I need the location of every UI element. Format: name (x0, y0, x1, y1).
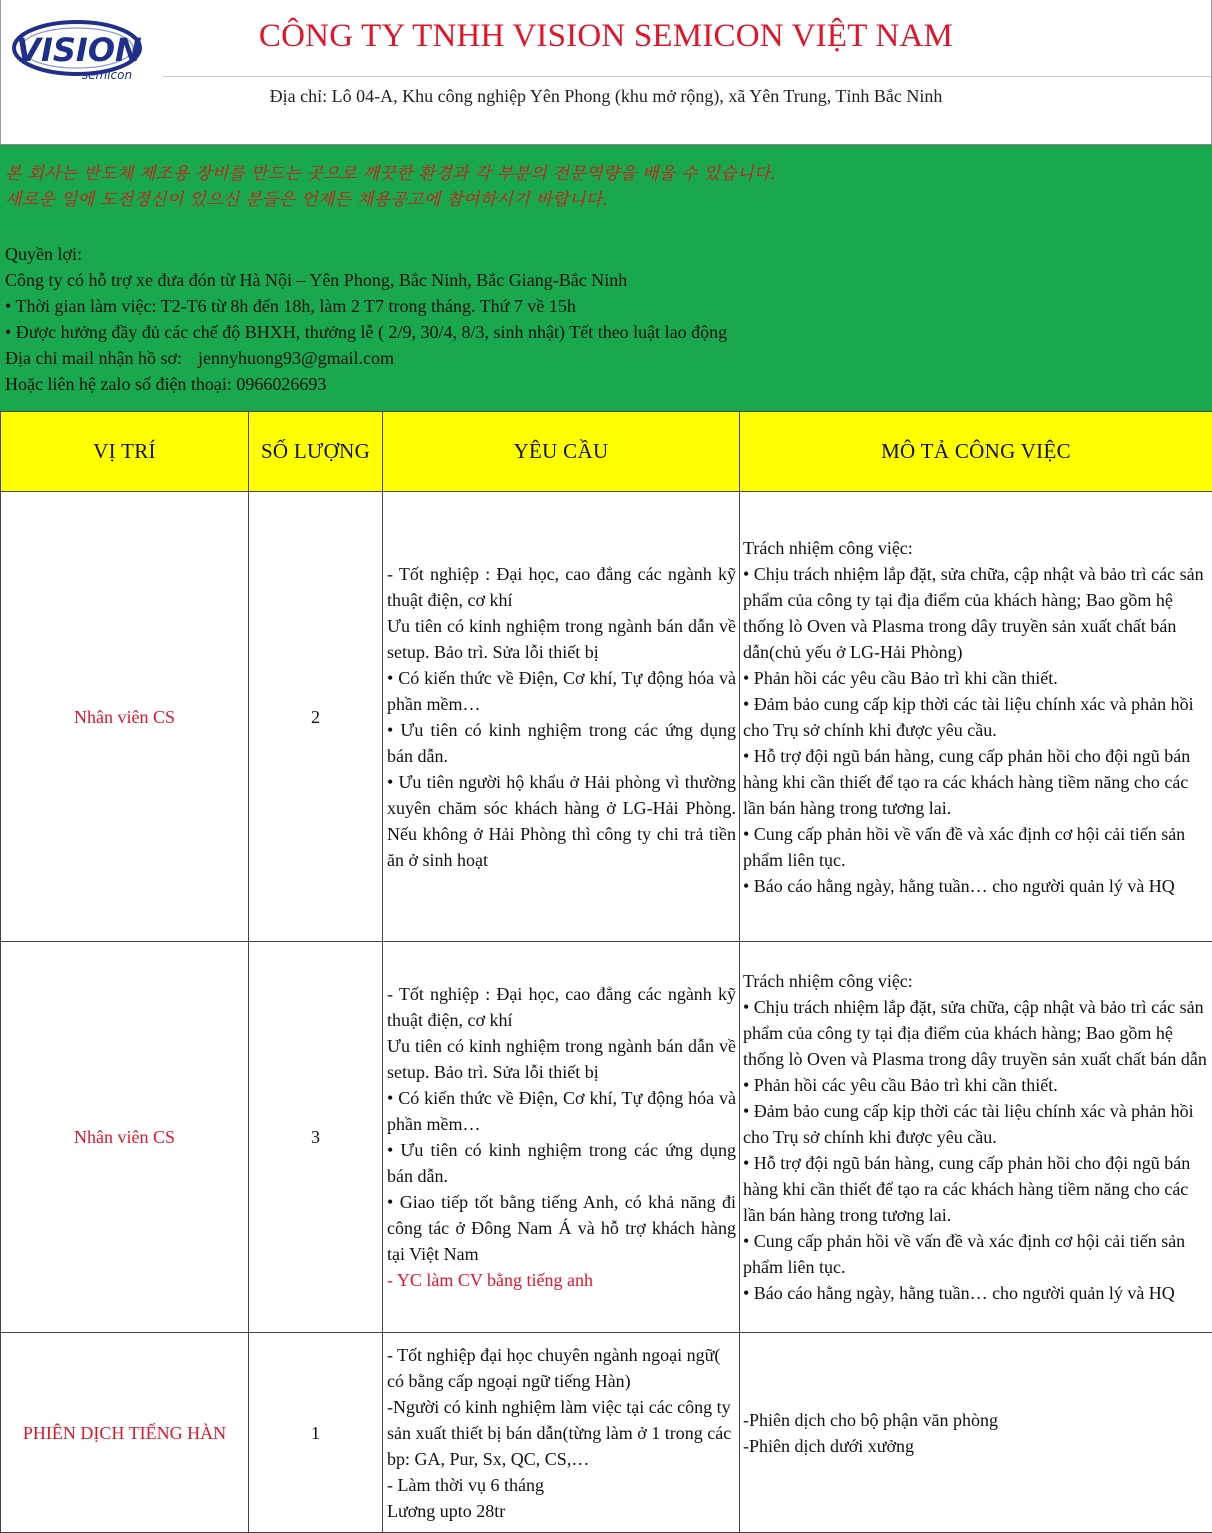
description-item: • Phản hồi các yêu cầu Bảo trì khi cần thiết. (743, 667, 1058, 688)
requirement-item: -Người có kinh nghiệm làm việc tại các công ty sản xuất thiết bị bán dẫn(từng làm ở 1 trong các bp: GA, Pur, Sx, QC, CS,… (387, 1396, 732, 1469)
description-item: • Báo cáo hằng ngày, hằng tuần… cho người quản lý và HQ (743, 1283, 1175, 1303)
requirements-cell (383, 492, 740, 942)
contact-line: Hoặc liên hệ zalo số điện thoại: 0966026693 (5, 374, 327, 394)
benefits-title: Quyền lợi: (5, 244, 83, 264)
description-item: • Hỗ trợ đội ngũ bán hàng, cung cấp phản hồi cho đội ngũ bán hàng khi cần thiết để tạo ra các khách hàng tiềm năng cho các lần bán hàng trong tương lai. (743, 1153, 1191, 1225)
position-cell: Nhân viên CS (1, 942, 249, 1333)
logo-text: VISION (16, 31, 142, 69)
requirements-cell (383, 942, 740, 1333)
description-item: • Đảm bảo cung cấp kịp thời các tài liệu chính xác và phản hồi cho Trụ sở chính khi được yêu cầu. (743, 693, 1194, 740)
requirement-item: - Tốt nghiệp đại học chuyên ngành ngoại ngữ( có bằng cấp ngoại ngữ tiếng Hàn) (387, 1344, 721, 1391)
description-item: • Phản hồi các yêu cầu Bảo trì khi cần thiết. (743, 1075, 1058, 1095)
header-quantity: SỐ LƯỢNG (249, 412, 383, 492)
requirement-item: • Có kiến thức về Điện, Cơ khí, Tự động hóa và phần mềm… (387, 667, 736, 714)
requirement-item: Ưu tiên có kinh nghiệm trong ngành bán dẫn về setup. Bảo trì. Sửa lỗi thiết bị (387, 615, 736, 662)
description-item: • Cung cấp phản hồi về vấn đề và xác định cơ hội cải tiến sản phẩm liên tục. (743, 1231, 1186, 1277)
korean-intro (5, 161, 1206, 213)
requirement-item: • Ưu tiên người hộ khẩu ở Hải phòng vì thường xuyên chăm sóc khách hàng ở LG-Hải Phòng. Nếu không ở Hải Phòng thì công ty chi trả tiền ăn ở sinh hoạt (387, 771, 736, 870)
header-description: MÔ TẢ CÔNG VIỆC (740, 412, 1212, 492)
description-cell (740, 942, 1212, 1333)
company-name (1, 18, 1211, 55)
company-name-text: CÔNG TY TNHH VISION SEMICON VIỆT NAM (258, 18, 954, 54)
table-header-row (1, 412, 1212, 492)
requirement-item: Ưu tiên có kinh nghiệm trong ngành bán dẫn về setup. Bảo trì. Sửa lỗi thiết bị (387, 1036, 736, 1082)
requirement-item: • Có kiến thức về Điện, Cơ khí, Tự động hóa và phần mềm… (387, 1088, 736, 1134)
company-address: Địa chỉ: Lô 04-A, Khu công nghiệp Yên Phong (khu mở rộng), xã Yên Trung, Tỉnh Bắc Ninh (269, 86, 943, 106)
benefit-item: • Thời gian làm việc: T2-T6 từ 8h đến 18h, làm 2 T7 trong tháng. Thứ 7 về 15h (5, 296, 576, 316)
benefit-item: • Được hưởng đầy đủ các chế độ BHXH, thưởng lễ ( 2/9, 30/4, 8/3, sinh nhật) Tết theo luật lao động (5, 322, 728, 342)
requirement-item: • Ưu tiên có kinh nghiệm trong các ứng dụng bán dẫn. (387, 1140, 736, 1186)
requirement-item: • Ưu tiên có kinh nghiệm trong các ứng dụng bán dẫn. (387, 719, 736, 766)
position-cell: Nhân viên CS (1, 492, 249, 942)
job-table (0, 411, 1212, 1533)
table-row (1, 942, 1212, 1333)
description-item: Trách nhiệm công việc: (743, 971, 913, 991)
requirement-item: - Tốt nghiệp : Đại học, cao đẳng các ngành kỹ thuật điện, cơ khí (387, 984, 736, 1030)
quantity-cell: 1 (249, 1333, 383, 1533)
description-item: • Cung cấp phản hồi về vấn đề và xác định cơ hội cải tiến sản phẩm liên tục. (743, 823, 1186, 870)
logo-subtext: semicon (81, 68, 133, 82)
description-item: • Báo cáo hằng ngày, hằng tuần… cho người quản lý và HQ (743, 875, 1175, 896)
intro-section (0, 144, 1212, 411)
header-divider (163, 76, 1211, 77)
email-address[interactable]: jennyhuong93@gmail.com (198, 348, 395, 368)
description-item: • Đảm bảo cung cấp kịp thời các tài liệu chính xác và phản hồi cho Trụ sở chính khi được yêu cầu. (743, 1101, 1194, 1147)
table-row (1, 492, 1212, 942)
description-item: • Chịu trách nhiệm lắp đặt, sửa chữa, cập nhật và bảo trì các sản phẩm của công ty tại địa điểm của khách hàng; Bao gồm hệ thống lò Oven và Plasma trong dây truyền sản xuất chất bán dẫn(chủ yếu ở LG-Hải Phòng) (743, 563, 1204, 662)
email-line (5, 345, 1206, 371)
benefits-block (5, 241, 1206, 397)
quantity-cell: 2 (249, 492, 383, 942)
description-item: • Hỗ trợ đội ngũ bán hàng, cung cấp phản hồi cho đội ngũ bán hàng khi cần thiết để tạo ra các khách hàng tiềm năng cho các lần bán hàng trong tương lai. (743, 745, 1191, 818)
benefit-item: Công ty có hỗ trợ xe đưa đón từ Hà Nội – Yên Phong, Bắc Ninh, Bắc Giang-Bắc Ninh (5, 270, 628, 290)
description-item: -Phiên dịch dưới xưởng (743, 1435, 915, 1456)
description-cell (740, 1333, 1212, 1533)
korean-line: 새로운 일에 도전정신이 있으신 분들은 언제든 채용공고에 참여하시기 바랍니다. (5, 190, 609, 210)
description-item: Trách nhiệm công việc: (743, 537, 913, 558)
requirement-note: - YC làm CV bằng tiếng anh (387, 1270, 593, 1290)
requirement-item: - Tốt nghiệp : Đại học, cao đẳng các ngành kỹ thuật điện, cơ khí (387, 563, 736, 610)
korean-line: 본 회사는 반도체 제조용 장비를 만드는 곳으로 깨끗한 환경과 각 부분의 전문역량을 배울 수 있습니다. (5, 164, 777, 184)
header-requirements: YÊU CẦU (383, 412, 740, 492)
description-item: • Chịu trách nhiệm lắp đặt, sửa chữa, cập nhật và bảo trì các sản phẩm của công ty tại địa điểm của khách hàng; Bao gồm hệ thống lò Oven và Plasma trong dây truyền sản xuất chất bán dẫn (743, 997, 1207, 1069)
quantity-cell: 3 (249, 942, 383, 1333)
email-label: Địa chỉ mail nhận hồ sơ: (5, 348, 182, 368)
position-cell: PHIÊN DỊCH TIẾNG HÀN (1, 1333, 249, 1533)
description-item: -Phiên dịch cho bộ phận văn phòng (743, 1409, 998, 1430)
table-row (1, 1333, 1212, 1533)
requirement-item: Lương upto 28tr (387, 1500, 506, 1521)
description-cell (740, 492, 1212, 942)
requirement-item: • Giao tiếp tốt bằng tiếng Anh, có khả năng đi công tác ở Đông Nam Á và hỗ trợ khách hàng tại Việt Nam (387, 1192, 736, 1264)
requirement-item: - Làm thời vụ 6 tháng (387, 1474, 544, 1495)
header-position: VỊ TRÍ (1, 412, 249, 492)
company-header (0, 0, 1212, 144)
requirements-cell (383, 1333, 740, 1533)
